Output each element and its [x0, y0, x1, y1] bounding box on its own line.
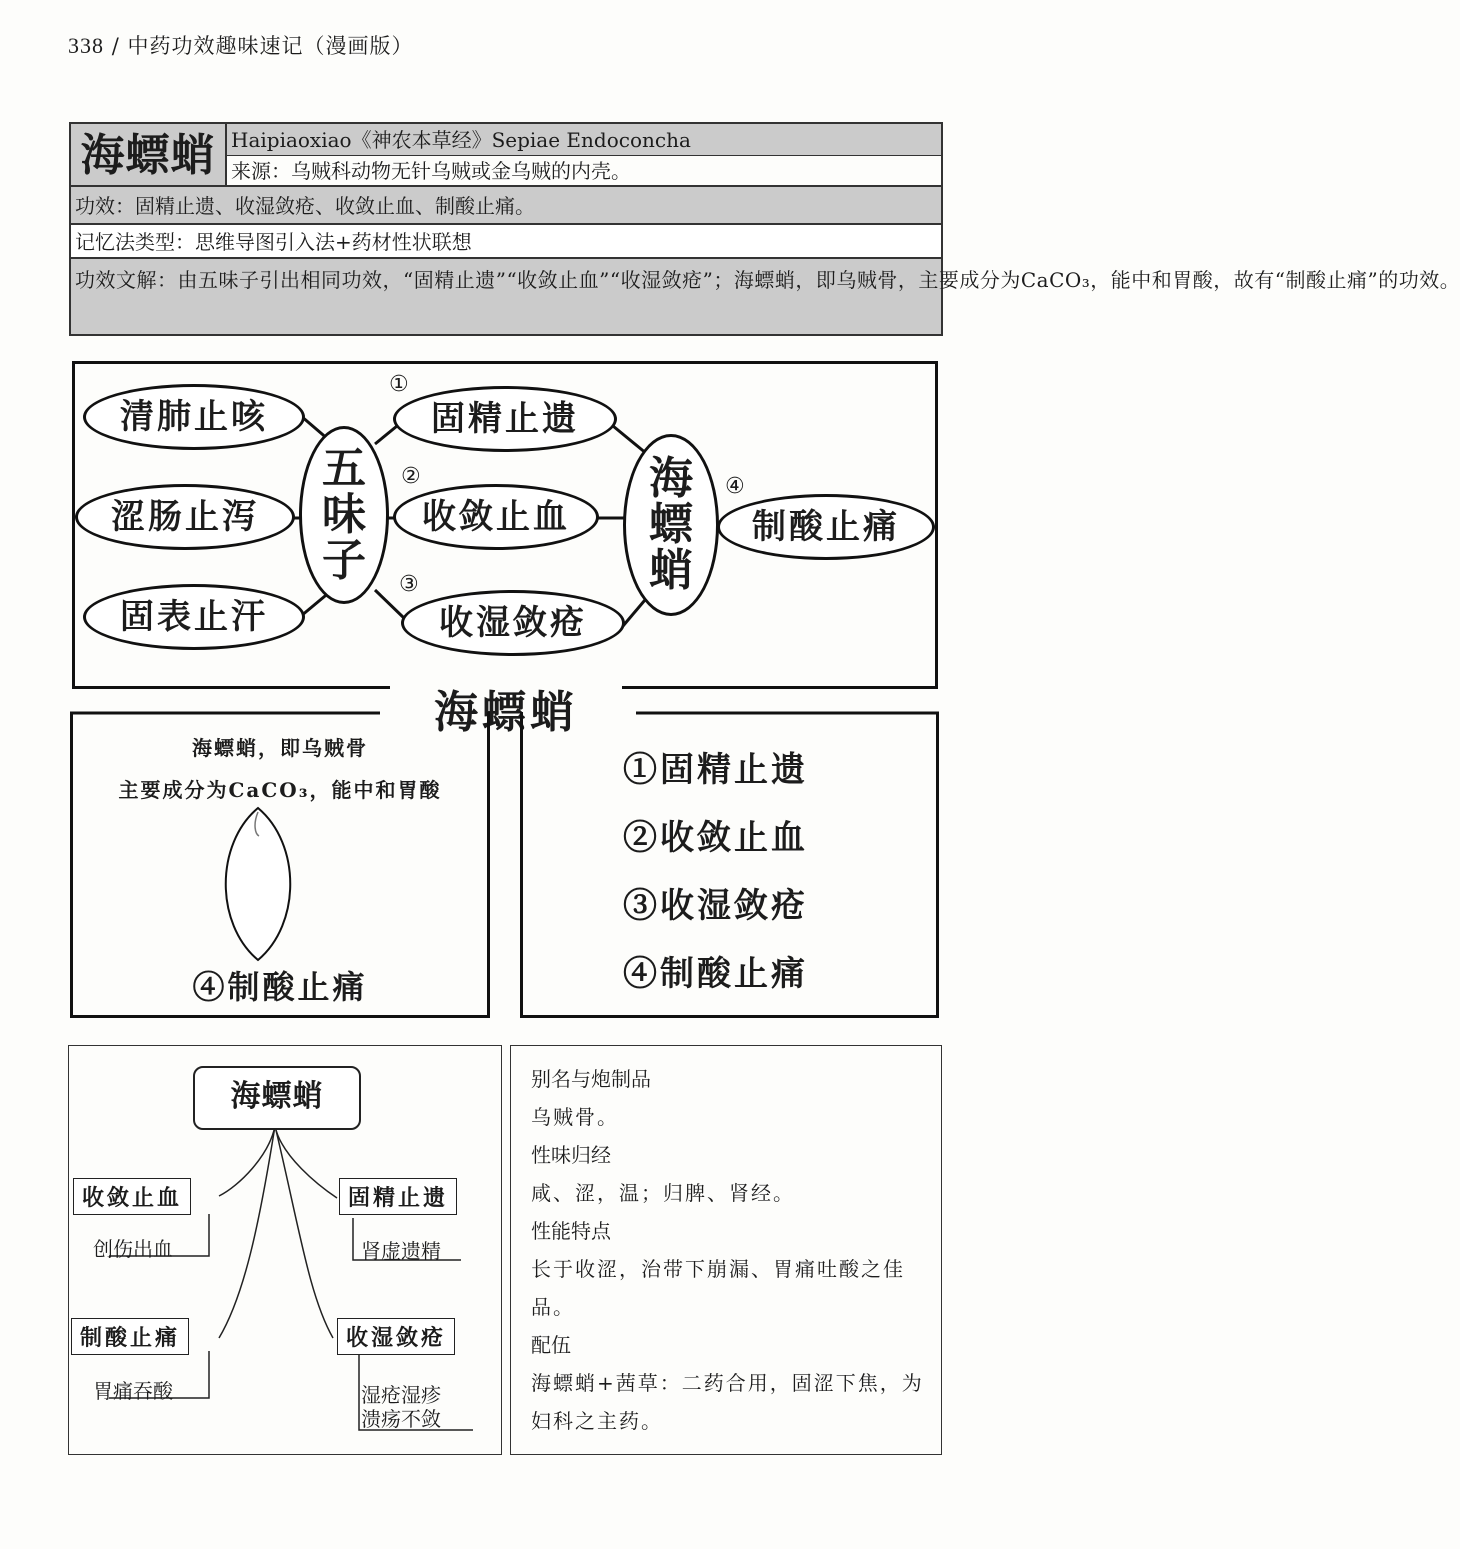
tree-branch-zhisuan: 制酸止痛: [71, 1318, 189, 1355]
tree-leaf-weitong: 胃痛吞酸: [93, 1379, 173, 1403]
efficacy-tree-box: [68, 1045, 502, 1455]
comic-effect-1: ①固精止遗: [623, 750, 808, 790]
mind-map-panel: [72, 361, 938, 689]
herb-info-table: [69, 122, 1460, 336]
herb-pinyin: Haipiaoxiao《神农本草经》Sepiae Endoconcha: [227, 124, 941, 156]
memory-method-type: 记忆法类型：思维导图引入法+药材性状联想: [71, 225, 941, 259]
wuweizi-effect-qingfei: 清肺止咳: [83, 384, 305, 450]
comic-bottom-effect: ④制酸止痛: [192, 968, 368, 1006]
number-3: ③: [399, 572, 419, 597]
tree-branch-shoulian: 收敛止血: [73, 1178, 191, 1215]
tree-branch-shoushi: 收湿敛疮: [337, 1318, 455, 1355]
comic-line-1: 海螵蛸，即乌贼骨: [192, 736, 368, 760]
comic-effect-2: ②收敛止血: [623, 818, 808, 858]
tree-branch-gujing: 固精止遗: [339, 1178, 457, 1215]
cuttlebone-illustration: [213, 804, 303, 964]
shared-effect-shoushi: 收湿敛疮: [401, 590, 625, 656]
comic-left-panel: [70, 712, 490, 1018]
tree-leaf-shichuang: 湿疮湿疹: [361, 1383, 441, 1407]
header-separator: /: [111, 34, 120, 58]
nature-heading: 性味归经: [531, 1143, 611, 1167]
tree-leaf-chuangshang: 创伤出血: [93, 1237, 173, 1261]
herb-notes-box: [510, 1045, 942, 1455]
wuweizi-effect-gubiao: 固表止汗: [83, 584, 305, 650]
comic-effect-4: ④制酸止痛: [623, 954, 808, 994]
shared-effect-shoulian: 收敛止血: [393, 484, 599, 550]
efficacy-explanation: 功效文解：由五味子引出相同功效，“固精止遗”“收敛止血”“收湿敛疮”；海螵蛸，即乌贼骨，主要成分为CaCO₃，能中和胃酸，故有“制酸止痛”的功效。: [71, 259, 941, 334]
herb-efficacy: 功效：固精止遗、收湿敛疮、收敛止血、制酸止痛。: [71, 187, 941, 225]
book-title: 中药功效趣味速记（漫画版）: [127, 34, 414, 58]
wuweizi-node: 五 味 子: [299, 426, 389, 604]
tree-leaf-shenxu: 肾虚遗精: [361, 1239, 441, 1263]
comic-title: 海螵蛸: [390, 676, 622, 740]
pairing-text: 海螵蛸+茜草：二药合用，固涩下焦，为妇科之主药。: [531, 1371, 924, 1433]
haipiaoxiao-node: 海 螵 蛸: [623, 434, 719, 616]
tree-root: 海螵蛸: [193, 1066, 361, 1130]
feature-text: 长于收涩，治带下崩漏、胃痛吐酸之佳品。: [531, 1257, 905, 1319]
nature-text: 咸、涩，温；归脾、肾经。: [531, 1181, 795, 1205]
shared-effect-gujing: 固精止遗: [393, 386, 617, 452]
page-number: 338: [68, 33, 104, 58]
number-4: ④: [725, 474, 745, 499]
haipiaoxiao-effect-zhisuan: 制酸止痛: [717, 494, 935, 560]
comic-right-panel: [520, 712, 939, 1018]
page-header: [68, 30, 413, 60]
alias-text: 乌贼骨。: [531, 1105, 619, 1129]
comic-effect-3: ③收湿敛疮: [623, 886, 808, 926]
pairing-heading: 配伍: [531, 1333, 571, 1357]
feature-heading: 性能特点: [531, 1219, 611, 1243]
comic-line-2: 主要成分为CaCO₃，能中和胃酸: [118, 778, 442, 802]
herb-source: 来源：乌贼科动物无针乌贼或金乌贼的内壳。: [227, 156, 941, 187]
herb-name: 海螵蛸: [71, 124, 227, 187]
tree-leaf-kuiyang: 溃疡不敛: [361, 1407, 441, 1431]
wuweizi-effect-sechang: 涩肠止泻: [75, 484, 295, 550]
alias-heading: 别名与炮制品: [531, 1067, 651, 1091]
number-2: ②: [401, 464, 421, 489]
number-1: ①: [389, 372, 409, 397]
